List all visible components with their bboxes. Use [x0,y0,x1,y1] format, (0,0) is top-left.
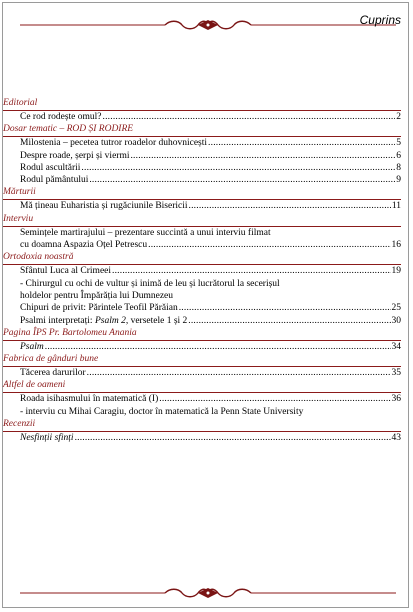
toc-page-number: 43 [391,433,401,444]
section-title: Fabrica de gânduri bune [3,354,99,365]
header-ornament [20,18,396,32]
toc-entry[interactable] [3,341,401,353]
dot-leader [103,111,396,123]
section-title: Altfel de oameni [3,380,66,391]
toc-page-number: 5 [396,138,401,149]
dot-leader [89,174,395,186]
toc-page-number: 36 [391,394,401,405]
toc-entry-title: cu doamna Aspazia Oțel Petrescu [20,240,148,251]
toc-page-number: 11 [391,201,401,212]
toc-entry-title: Psalm [20,341,44,352]
toc-entry-title: Psalmi interpretați: Psalm 2, versetele 1 și 2 [20,315,188,326]
toc-subtitle-line: - Chirurgul cu ochi de vultur și inimă de leu și lucrătorul la secerișul [20,278,280,289]
section-title: Dosar tematic – ROD ȘI RODIRE [3,124,134,135]
toc-subtitle-line: - interviu cu Mihai Caragiu, doctor în matematică la Penn State University [20,406,304,417]
toc-page-number: 34 [391,341,401,352]
dot-leader [188,315,390,327]
toc-entry-title: Chipuri de privit: Părintele Teofil Părăian [20,303,178,314]
toc-entry[interactable] [3,150,401,162]
dot-leader [112,265,390,277]
toc-entry-title: Tăcerea darurilor [20,368,86,379]
toc-entry-title: Rodul ascultării [20,162,81,173]
toc-entry[interactable] [3,432,401,444]
toc-entry[interactable] [3,367,401,379]
toc-subtitle-line: holdelor pentru Împărăția lui Dumnezeu [20,290,174,301]
toc-page-number: 35 [391,368,401,379]
toc-page-number: 2 [396,112,401,122]
footer-ornament [20,586,396,600]
toc-entry-title: Milostenia – pecetea tutror roadelor duhovnicești [20,138,208,149]
toc-entry[interactable] [3,265,401,277]
dot-leader [81,162,395,174]
toc-page-number: 25 [391,303,401,314]
toc-entry[interactable] [3,315,401,327]
toc-entry[interactable] [3,302,401,314]
toc-page-number: 8 [396,162,401,173]
toc-page-number: 19 [391,266,401,277]
dot-leader [75,432,391,444]
toc-entry-title: Mă țineau Euharistia și rugăciunile Bisericii [20,201,188,212]
table-of-contents [3,97,401,444]
toc-page-number: 6 [396,150,401,161]
dot-leader [208,137,395,149]
dot-leader [130,150,395,162]
toc-entry-title: Rodul pământului [20,175,89,186]
toc-entry-title: Despre roade, șerpi și viermi [20,150,130,161]
toc-entry[interactable] [3,162,401,174]
toc-page-number: 30 [391,315,401,326]
toc-entry[interactable] [3,174,401,186]
toc-entry[interactable] [3,137,401,149]
toc-entry[interactable] [3,393,401,405]
dot-leader [179,302,391,314]
dot-leader [189,200,391,212]
toc-entry-title: Nesfinții sfinți [20,433,74,444]
dot-leader [159,393,390,405]
toc-entry[interactable] [3,200,401,212]
dot-leader [45,341,391,353]
section-title: Mărturii [3,187,36,198]
page-header-title: Cuprins [359,13,401,27]
dot-leader [87,367,391,379]
toc-entry-title: Roada isihasmului în matematică (I) [20,394,159,405]
section-title: Ortodoxia noastră [3,252,74,263]
toc-entry-title: Ce rod rodește omul? [20,112,102,122]
section-title: Pagina ÎPS Pr. Bartolomeu Anania [3,327,137,338]
toc-entry[interactable] [3,239,401,251]
toc-subtitle-line: Semințele martirajului – prezentare succintă a unui interviu filmat [20,227,271,238]
section-title: Recenzii [3,419,36,430]
dot-leader [148,239,390,251]
section-title: Interviu [3,213,34,224]
toc-entry-title: Sfântul Luca al Crimeei [20,266,112,277]
toc-page-number: 16 [391,240,401,251]
toc-entry[interactable] [3,111,401,123]
toc-page-number: 9 [396,175,401,186]
section-title: Editorial [3,98,38,108]
